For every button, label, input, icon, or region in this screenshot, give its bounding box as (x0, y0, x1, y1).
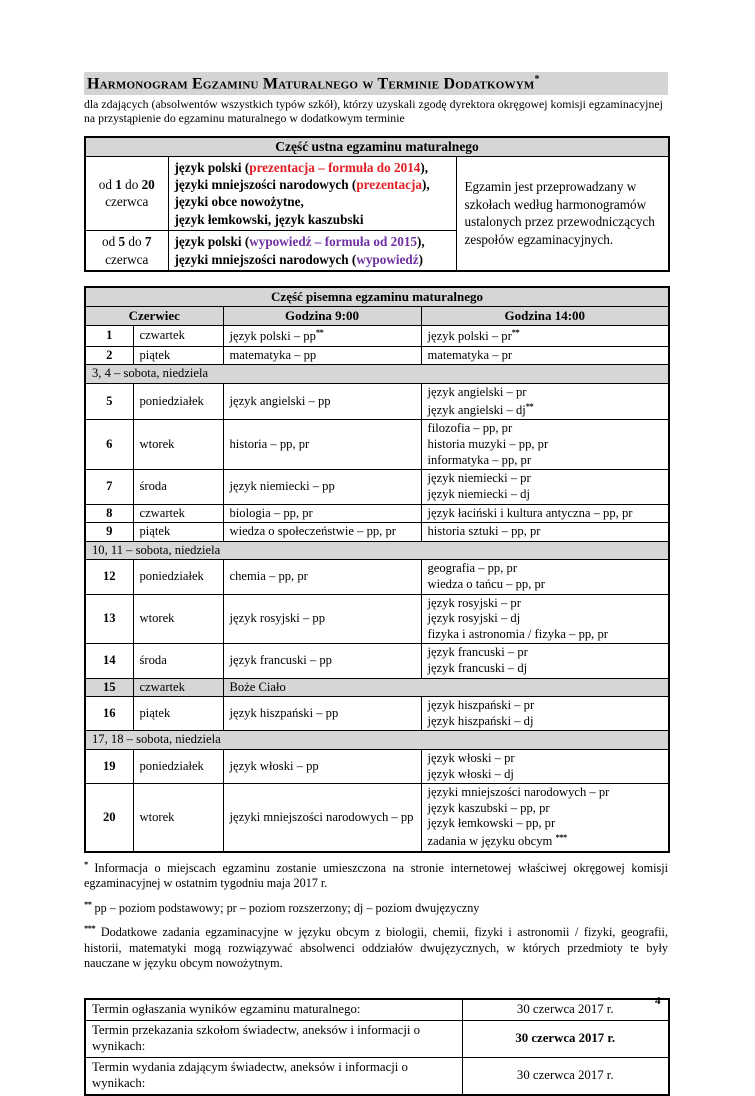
column-header-month: Czerwiec (85, 307, 223, 326)
footnote-text: Informacja o miejscach egzaminu zostanie umieszczona na stronie internetowej właściwej okręgowej komisji egzaminacyjnej w ostatnim tygodniu maja 2017 r. (84, 860, 668, 891)
footnote-reference: ** (511, 327, 520, 338)
result-date: 30 czerwca 2017 r. (462, 1057, 669, 1094)
exam-text: języki obce nowożytne, (174, 194, 304, 210)
afternoon-exams-cell (421, 784, 669, 852)
date-month: czerwca (105, 194, 149, 210)
day-number: 15 (85, 678, 133, 697)
weekday-name: czwartek (133, 678, 223, 697)
day-number: 6 (85, 420, 133, 470)
morning-exams-cell (223, 384, 421, 420)
exam-entry (230, 348, 415, 364)
morning-exams-cell (223, 346, 421, 365)
weekday-name: środa (133, 470, 223, 504)
exam-entry (428, 801, 663, 817)
day-number: 1 (85, 326, 133, 347)
exam-text: języki mniejszości narodowych – pp (229, 809, 414, 824)
table-row (85, 1020, 669, 1057)
date-from: 1 (115, 177, 122, 193)
result-date: 30 czerwca 2017 r. (462, 999, 669, 1020)
exam-text: ) (418, 251, 423, 267)
exam-text: filozofia – pp, pr (427, 421, 513, 436)
footnote-marker: *** (84, 923, 96, 934)
date-to: 7 (144, 234, 152, 250)
exam-entry (428, 577, 663, 593)
afternoon-exams-cell (421, 750, 669, 784)
afternoon-exams-cell (421, 384, 669, 420)
exam-text-highlighted: wypowiedź (356, 251, 419, 267)
exam-text: wiedza o społeczeństwie – pp, pr (229, 524, 396, 539)
date-from: 5 (118, 234, 126, 250)
exam-entry (230, 437, 415, 453)
oral-subject-line (175, 251, 450, 268)
weekday-name: czwartek (133, 504, 223, 523)
exam-text: historia muzyki – pp, pr (427, 437, 549, 452)
weekday-name: piątek (133, 346, 223, 365)
oral-table-title-row (85, 137, 669, 157)
title-footnote-marker: * (534, 74, 540, 85)
afternoon-exams-cell (421, 346, 669, 365)
footnote-2 (84, 899, 668, 917)
exam-entry (428, 506, 663, 522)
written-exam-table (84, 286, 670, 853)
exam-text: język włoski – dj (427, 766, 514, 781)
written-table-title: Część pisemna egzaminu maturalnego (85, 287, 669, 307)
afternoon-exams-cell (421, 504, 669, 523)
weekend-section-label: 3, 4 – sobota, niedziela (85, 365, 669, 384)
table-row (85, 384, 669, 420)
exam-entry (428, 751, 663, 767)
exam-text: język francuski – pp (229, 653, 332, 668)
exam-text: ), (420, 159, 429, 175)
exam-entry (230, 479, 415, 495)
exam-entry (428, 661, 663, 677)
day-number: 14 (85, 644, 133, 678)
morning-exams-cell (223, 504, 421, 523)
exam-entry (230, 810, 415, 826)
exam-text: język hiszpański – pr (427, 698, 535, 713)
oral-subjects-list-2 (168, 231, 456, 271)
weekday-name: poniedziałek (133, 560, 223, 594)
exam-text: język rosyjski – dj (427, 611, 521, 626)
result-label: Termin przekazania szkołom świadectw, aneksów i informacji o wynikach: (85, 1020, 462, 1057)
exam-text: język polski – pp (229, 329, 316, 344)
footnote-1 (84, 859, 668, 892)
exam-text: zadania w języku obcym (427, 834, 556, 849)
date-month: czerwca (105, 251, 149, 267)
oral-subject-line (175, 159, 450, 176)
document-content (84, 72, 668, 1096)
day-number: 13 (85, 594, 133, 644)
exam-text: język francuski – dj (427, 660, 528, 675)
weekday-name: wtorek (133, 784, 223, 852)
exam-text: język polski ( (174, 159, 250, 175)
date-range-line (88, 176, 166, 193)
weekday-name: środa (133, 644, 223, 678)
exam-text: język włoski – pp (229, 758, 319, 773)
table-row (85, 697, 669, 731)
exam-text: język niemiecki – pp (229, 479, 335, 494)
exam-entry (428, 348, 663, 364)
table-row (85, 644, 669, 678)
date-word: do (128, 234, 142, 250)
exam-entry (428, 401, 663, 419)
exam-entry (428, 596, 663, 612)
exam-entry (428, 611, 663, 627)
table-row (85, 470, 669, 504)
column-header-morning: Godzina 9:00 (223, 307, 421, 326)
exam-text: geografia – pp, pr (427, 561, 518, 576)
exam-entry (428, 327, 663, 345)
table-row (85, 504, 669, 523)
exam-entry (428, 698, 663, 714)
exam-text: biologia – pp, pr (229, 505, 313, 520)
weekday-name: piątek (133, 697, 223, 731)
exam-entry (230, 524, 415, 540)
date-range-line (88, 233, 166, 250)
exam-entry (230, 611, 415, 627)
table-row (85, 326, 669, 347)
exam-text: fizyka i astronomia / fizyka – pp, pr (427, 626, 608, 641)
afternoon-exams-cell (421, 594, 669, 644)
exam-entry (230, 706, 415, 722)
weekend-section-label: 17, 18 – sobota, niedziela (85, 731, 669, 750)
day-number: 12 (85, 560, 133, 594)
morning-exams-cell (223, 594, 421, 644)
table-row (85, 594, 669, 644)
exam-entry (230, 569, 415, 585)
table-row (85, 365, 669, 384)
oral-subject-line (175, 176, 450, 193)
table-row (85, 999, 669, 1020)
footnote-reference: ** (315, 327, 324, 338)
exam-text: języki mniejszości narodowych – pr (427, 785, 610, 800)
exam-text-highlighted: wypowiedź – formuła od 2015 (249, 234, 418, 250)
exam-text: informatyka – pp, pr (427, 452, 532, 467)
afternoon-exams-cell (421, 644, 669, 678)
day-number: 16 (85, 697, 133, 731)
exam-text: język angielski – pp (229, 393, 331, 408)
oral-subject-line (175, 233, 450, 250)
footnote-reference: *** (555, 832, 567, 843)
footnote-3 (84, 923, 668, 972)
exam-text: język niemiecki – pr (427, 471, 531, 486)
exam-entry (428, 832, 663, 850)
afternoon-exams-cell (421, 523, 669, 542)
oral-subject-line (175, 193, 450, 210)
footnote-marker: * (84, 858, 88, 869)
exam-text: ), (421, 176, 430, 192)
day-number: 7 (85, 470, 133, 504)
exam-text: chemia – pp, pr (229, 569, 308, 584)
oral-exam-table (84, 136, 670, 273)
document-title-bar (84, 72, 668, 95)
exam-entry (428, 561, 663, 577)
morning-exams-cell (223, 750, 421, 784)
exam-text: język angielski – pr (427, 385, 527, 400)
oral-subject-line (175, 211, 450, 228)
weekend-section-label: 10, 11 – sobota, niedziela (85, 541, 669, 560)
date-to: 20 (141, 177, 155, 193)
morning-exams-cell (223, 470, 421, 504)
exam-text: wiedza o tańcu – pp, pr (427, 576, 546, 591)
column-header-afternoon: Godzina 14:00 (421, 307, 669, 326)
table-row (85, 731, 669, 750)
weekday-name: poniedziałek (133, 750, 223, 784)
exam-text: język łemkowski, język kaszubski (174, 211, 364, 227)
page-number: 4 (655, 995, 661, 1007)
results-dates-table (84, 998, 670, 1096)
exam-text: język rosyjski – pr (427, 595, 521, 610)
exam-entry (428, 816, 663, 832)
exam-text: ), (417, 234, 425, 250)
morning-exams-cell (223, 523, 421, 542)
afternoon-exams-cell (421, 326, 669, 347)
written-table-title-row (85, 287, 669, 307)
morning-exams-cell (223, 644, 421, 678)
exam-entry (428, 645, 663, 661)
day-number: 2 (85, 346, 133, 365)
weekday-name: poniedziałek (133, 384, 223, 420)
exam-entry (428, 767, 663, 783)
table-row (85, 346, 669, 365)
afternoon-exams-cell (421, 420, 669, 470)
exam-entry (230, 759, 415, 775)
exam-text: języki mniejszości narodowych ( (174, 251, 357, 267)
exam-entry (428, 453, 663, 469)
exam-text: język polski – pr (427, 329, 512, 344)
day-number: 5 (85, 384, 133, 420)
exam-text-highlighted: prezentacja – formuła do 2014 (249, 159, 421, 175)
footnote-text: Dodatkowe zadania egzaminacyjne w języku obcym z biologii, chemii, fizyki i astronomii / fizyki, geografii, historii, matematyki mogą rozwiązywać absolwenci oddziałów dwujęzycznych, w których przedmioty te były nauczane w języku obcym nowożytnym. (84, 925, 668, 971)
exam-text: język angielski – dj (427, 402, 526, 417)
exam-entry (428, 437, 663, 453)
date-word: od (102, 234, 116, 250)
table-row (85, 750, 669, 784)
exam-text: matematyka – pr (427, 347, 513, 362)
morning-exams-cell (223, 784, 421, 852)
document-subtitle: dla zdających (absolwentów wszystkich typów szkół), którzy uzyskali zgodę dyrektora okręgowej komisji egzaminacyjnej na przystąpienie do egzaminu maturalnego w dodatkowym terminie (84, 96, 663, 126)
exam-text: język łaciński i kultura antyczna – pp, pr (427, 505, 633, 520)
exam-entry (428, 524, 663, 540)
table-row (85, 420, 669, 470)
exam-text: język niemiecki – dj (427, 486, 530, 501)
exam-text: język polski ( (174, 234, 250, 250)
footnote-text: pp – poziom podstawowy; pr – poziom rozszerzony; dj – poziom dwujęzyczny (94, 900, 480, 915)
footnote-reference: ** (525, 400, 534, 411)
written-table-header-row (85, 307, 669, 326)
exam-text: język francuski – pr (427, 645, 528, 660)
exam-entry (428, 421, 663, 437)
exam-text: język hiszpański – dj (427, 713, 534, 728)
table-row (85, 560, 669, 594)
exam-entry (230, 327, 415, 345)
table-row (85, 156, 669, 231)
footnote-marker: ** (84, 898, 92, 909)
afternoon-exams-cell (421, 560, 669, 594)
table-row (85, 523, 669, 542)
day-number: 9 (85, 523, 133, 542)
date-word: od (98, 177, 112, 193)
footnotes-section (84, 859, 668, 972)
document-title: Harmonogram Egzaminu Maturalnego w Terminie Dodatkowym (87, 75, 535, 93)
afternoon-exams-cell (421, 470, 669, 504)
oral-exam-note: Egzamin jest przeprowadzany w szkołach według harmonogramów ustalonych przez przewodniczących zespołów egzaminacyjnych. (456, 156, 669, 271)
day-number: 8 (85, 504, 133, 523)
exam-entry (428, 385, 663, 401)
table-row (85, 678, 669, 697)
exam-entry (230, 506, 415, 522)
exam-text: język rosyjski – pp (229, 611, 325, 626)
morning-exams-cell (223, 326, 421, 347)
exam-text: język włoski – pr (427, 751, 515, 766)
exam-text: język hiszpański – pp (229, 706, 339, 720)
result-label: Termin ogłaszania wyników egzaminu maturalnego: (85, 999, 462, 1020)
holiday-label: Boże Ciało (223, 678, 669, 697)
exam-entry (428, 714, 663, 730)
weekday-name: piątek (133, 523, 223, 542)
result-label: Termin wydania zdającym świadectw, aneksów i informacji o wynikach: (85, 1057, 462, 1094)
exam-text: matematyka – pp (229, 347, 317, 362)
exam-text: języki mniejszości narodowych ( (174, 176, 357, 192)
exam-entry (428, 627, 663, 643)
table-row (85, 784, 669, 852)
oral-date-range-2 (85, 231, 168, 271)
day-number: 19 (85, 750, 133, 784)
oral-date-range-1 (85, 156, 168, 231)
exam-entry (230, 394, 415, 410)
exam-text: język kaszubski – pp, pr (427, 800, 550, 815)
table-row (85, 1057, 669, 1094)
exam-entry (230, 653, 415, 669)
weekday-name: czwartek (133, 326, 223, 347)
exam-text-highlighted: prezentacja (356, 176, 422, 192)
weekday-name: wtorek (133, 594, 223, 644)
date-word: do (125, 177, 139, 193)
day-number: 20 (85, 784, 133, 852)
exam-text: historia sztuki – pp, pr (427, 524, 541, 539)
weekday-name: wtorek (133, 420, 223, 470)
exam-entry (428, 487, 663, 503)
table-row (85, 541, 669, 560)
exam-text: historia – pp, pr (229, 437, 310, 452)
result-date: 30 czerwca 2017 r. (462, 1020, 669, 1057)
morning-exams-cell (223, 560, 421, 594)
oral-table-title: Część ustna egzaminu maturalnego (85, 137, 669, 157)
morning-exams-cell (223, 420, 421, 470)
exam-text: język łemkowski – pp, pr (427, 816, 556, 831)
exam-entry (428, 785, 663, 801)
oral-subjects-list-1 (168, 156, 456, 231)
exam-entry (428, 471, 663, 487)
morning-exams-cell (223, 697, 421, 731)
afternoon-exams-cell (421, 697, 669, 731)
